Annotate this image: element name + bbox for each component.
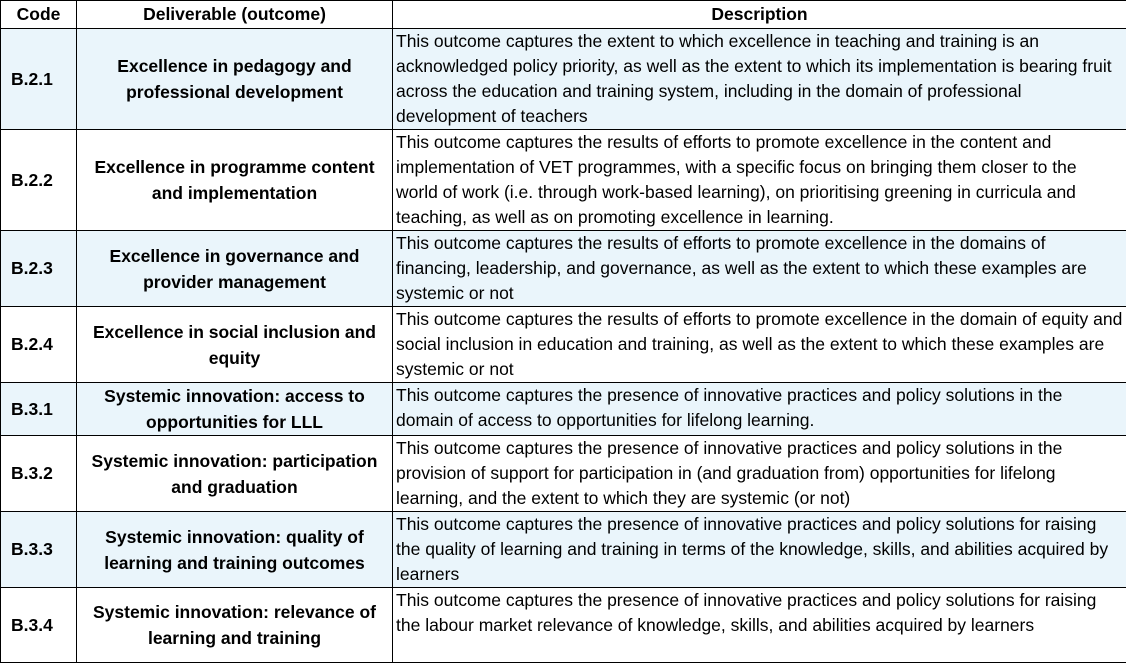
row-code: B.2.4	[1, 307, 77, 383]
row-deliverable: Systemic innovation: quality of learning and training outcomes	[77, 512, 393, 588]
table-row	[1, 588, 1126, 663]
table-row	[1, 383, 1126, 436]
table-row	[1, 307, 1126, 383]
row-deliverable: Systemic innovation: access to opportunities for LLL	[77, 383, 393, 436]
table-row	[1, 231, 1126, 307]
row-deliverable: Excellence in programme content and implementation	[77, 130, 393, 231]
row-deliverable: Excellence in pedagogy and professional development	[77, 29, 393, 130]
row-description: This outcome captures the presence of innovative practices and policy solutions in the provision of support for participation in (and graduation from) opportunities for lifelong learning, and the extent to which they are systemic (or not)	[393, 436, 1126, 512]
row-code: B.3.3	[1, 512, 77, 588]
table-row	[1, 512, 1126, 588]
row-description: This outcome captures the presence of innovative practices and policy solutions for raising the quality of learning and training in terms of the knowledge, skills, and abilities acquired by learners	[393, 512, 1126, 588]
table-row	[1, 436, 1126, 512]
row-deliverable: Excellence in governance and provider management	[77, 231, 393, 307]
row-code: B.2.1	[1, 29, 77, 130]
row-code: B.3.1	[1, 383, 77, 436]
row-code: B.2.2	[1, 130, 77, 231]
table-row	[1, 130, 1126, 231]
row-description: This outcome captures the results of efforts to promote excellence in the content and implementation of VET programmes, with a specific focus on bringing them closer to the world of work (i.e. through work-based learning), on prioritising greening in curricula and teaching, as well as on promoting excellence in learning.	[393, 130, 1126, 231]
row-code: B.3.2	[1, 436, 77, 512]
row-code: B.3.4	[1, 588, 77, 663]
row-description: This outcome captures the presence of innovative practices and policy solutions in the domain of access to opportunities for lifelong learning.	[393, 383, 1126, 436]
table-row	[1, 29, 1126, 130]
header-code: Code	[1, 1, 77, 29]
row-deliverable: Excellence in social inclusion and equity	[77, 307, 393, 383]
row-description: This outcome captures the presence of innovative practices and policy solutions for raising the labour market relevance of knowledge, skills, and abilities acquired by learners	[393, 588, 1126, 663]
header-deliverable: Deliverable (outcome)	[77, 1, 393, 29]
row-description: This outcome captures the extent to which excellence in teaching and training is an acknowledged policy priority, as well as the extent to which its implementation is bearing fruit across the education and training system, including in the domain of professional development of teachers	[393, 29, 1126, 130]
header-description: Description	[393, 1, 1126, 29]
row-deliverable: Systemic innovation: relevance of learning and training	[77, 588, 393, 663]
row-code: B.2.3	[1, 231, 77, 307]
row-deliverable: Systemic innovation: participation and graduation	[77, 436, 393, 512]
row-description: This outcome captures the results of efforts to promote excellence in the domains of financing, leadership, and governance, as well as the extent to which these examples are systemic or not	[393, 231, 1126, 307]
header-row	[1, 1, 1126, 29]
row-description: This outcome captures the results of efforts to promote excellence in the domain of equity and social inclusion in education and training, as well as the extent to which these examples are systemic or not	[393, 307, 1126, 383]
